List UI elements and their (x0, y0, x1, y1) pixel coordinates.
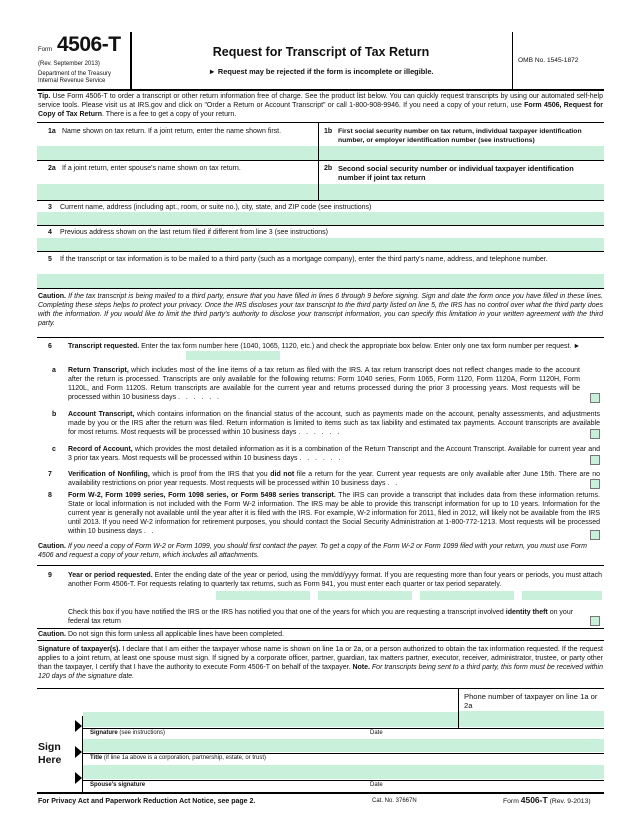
caution-third-party: Caution. If the tax transcript is being mailed to a third party, ensure that you have filled in lines 6 through 9 before signing. Sign and date the form once you have filled in these lines. Completing these steps helps to protect your privacy. Once the IRS discloses your tax transcript to the third party listed on line 5, the IRS has no control over what the third party does with the information. If you would like to limit the third party's authority to disclose your transcript information, you can specify this limitation in your written agreement with the third party. (38, 293, 603, 327)
title-label: Title (if line 1a above is a corporation, partnership, estate, or trust) (90, 755, 266, 761)
spouse-ssn-field[interactable] (319, 184, 604, 200)
caution-w2: Caution. If you need a copy of Form W-2 or Form 1099, you should first contact the payer. To get a copy of the Form W-2 or Form 1099 filed with your return, you must use Form 4506 and request a copy of your return, which includes all attachments. (38, 543, 587, 559)
signature-label: Signature (see instructions) (90, 730, 166, 736)
line-7-text: Verification of Nonfiling, which is proof from the IRS that you did not file a return for the year. Current year requests are only available after June 15th. There are no availability restrictions on prior year requests. Most requests will be processed within 10 business days . . (68, 471, 600, 487)
caution-sign: Caution. Do not sign this form unless all applicable lines have been completed. (38, 631, 284, 638)
line-9-text: Year or period requested. Enter the ending date of the year or period, using the mm/dd/yyyy format. If you are requesting more than four years or periods, you must attach another Form 4506-T. For requests relating to quarterly tax returns, such as Form 941, you must enter each quarter or tax period separately. (68, 572, 602, 588)
record-of-account-checkbox[interactable] (590, 455, 600, 465)
current-address-field[interactable] (37, 212, 604, 225)
title-arrow-icon (75, 746, 82, 758)
line-6-text: Transcript requested. Enter the tax form number here (1040, 1065, 1120, etc.) and check the appropriate box below. Enter only one tax form number per request. ► (68, 343, 581, 350)
line-2b-label: Second social security number or individual taxpayer identification number if joint tax return (338, 164, 574, 182)
w2-transcript-checkbox[interactable] (590, 530, 600, 540)
signature-declaration: Signature of taxpayer(s). I declare that I am either the taxpayer whose name is shown on line 1a or 2a, or a person authorized to obtain the tax information requested. If the request applies to a joint return, at least one spouse must sign. If signed by a corporate officer, partner, guardian, tax matters partner, executor, receiver, administrator, trustee, or party other than the taxpayer, I certify that I have the authority to execute Form 4506-T on behalf of the taxpayer. Note. For transcripts being sent to a third party, this form must be received within 120 days of the signature date. (38, 646, 603, 680)
revision-date: (Rev. September 2013) (38, 61, 100, 67)
signature-field[interactable] (83, 712, 458, 727)
omb-number: OMB No. 1545-1872 (518, 57, 579, 64)
signature-arrow-icon (75, 720, 82, 732)
footer-form-ref: Form 4506-T (Rev. 9-2013) (503, 795, 591, 805)
identity-theft-checkbox[interactable] (590, 616, 600, 626)
account-transcript-checkbox[interactable] (590, 429, 600, 439)
phone-label: Phone number of taxpayer on line 1a or 2a (464, 692, 598, 710)
title-field[interactable] (83, 739, 604, 752)
tax-form-number-field[interactable] (186, 351, 280, 360)
spouse-signature-field[interactable] (83, 765, 604, 779)
line-6a-text: Return Transcript, which includes most of the line items of a tax return as filed with the IRS. A tax return transcript does not reflect changes made to the account after the return is processed. Transcripts are only available for the following returns: Form 1040 series, Form 1065, Form 1120, Form 1120A, Form 1120H, Form 1120L, and Form 1120S. Return transcripts are available for the current year and returns processed during the prior 3 processing years. Most requests will be processed within 10 business days . . . . . . (68, 367, 580, 401)
catalog-number: Cat. No. 37667N (372, 798, 417, 804)
line-8-text: Form W-2, Form 1099 series, Form 1098 series, or Form 5498 series transcript. The IRS can provide a transcript that includes data from these information returns. State or local information is not included with the Form W-2 information. The IRS may be able to provide this transcript information for up to 10 years. Information for the current year is generally not available until the year after it is filed with the IRS. For example, W-2 information for 2011, filed in 2012, will likely not be available from the IRS until 2013. If you need W-2 information for retirement purposes, you should contact the Social Security Administration at 1-800-772-1213. Most requests will be processed within 10 business days . . (68, 492, 600, 535)
line-3-label: Current name, address (including apt., room, or suite no.), city, state, and ZIP code (see instructions) (60, 204, 372, 211)
phone-field[interactable] (459, 711, 604, 727)
line-6b-text: Account Transcript, which contains information on the financial status of the account, such as payments made on the account, penalty assessments, and adjustments made by you or the IRS after the return was filed. Return information is limited to items such as tax liability and estimated tax payments. Account transcripts are available for most returns. Most requests will be processed within 10 business days . . . . . . (68, 411, 601, 436)
period-field-3[interactable] (420, 591, 514, 600)
line-6c-text: Record of Account, which provides the most detailed information as it is a combination of the Return Transcript and the Account Transcript. Available for current year and 3 prior tax years. Most requests will be processed within 10 business days . . . . . . (68, 446, 600, 462)
ssn-field[interactable] (319, 146, 604, 160)
nonfiling-checkbox[interactable] (590, 479, 600, 489)
form-number: 4506-T (57, 33, 121, 56)
spouse-arrow-icon (75, 772, 82, 784)
date-label-2: Date (370, 782, 383, 788)
line-5-label: If the transcript or tax information is to be mailed to a third party (such as a mortgage company), enter the third party's name, address, and telephone number. (60, 256, 548, 263)
identity-theft-text: Check this box if you have notified the IRS or the IRS has notified you that one of the years for which you are requesting a transcript involved identity theft on your federal tax return (68, 609, 574, 625)
return-transcript-checkbox[interactable] (590, 393, 600, 403)
tip-paragraph: Tip. Use Form 4506-T to order a transcript or other return information free of charge. See the product list below. You can quickly request transcripts by using our automated self-help service tools. Please visit us at IRS.gov and click on "Order a Return or Account Transcript" or call 1-800-908-9946. If you need a copy of your return, use Form 4506, Request for Copy of Tax Return. There is a fee to get a copy of your return. (38, 93, 603, 118)
form-subtitle: ► Request may be rejected if the form is incomplete or illegible. (208, 67, 434, 76)
previous-address-field[interactable] (37, 238, 604, 251)
spouse-signature-label: Spouse's signature (90, 782, 146, 788)
sign-here-label: Sign Here (38, 741, 62, 766)
period-field-2[interactable] (318, 591, 412, 600)
line-2a-label: If a joint return, enter spouse's name shown on tax return. (62, 165, 241, 172)
line-1b-label: First social security number on tax return, individual taxpayer identification number, or employer identification number (see instructions) (338, 128, 582, 144)
department: Department of the Treasury (38, 71, 112, 77)
name-field[interactable] (37, 146, 318, 160)
period-field-4[interactable] (522, 591, 602, 600)
date-label-1: Date (370, 730, 383, 736)
form-title: Request for Transcript of Tax Return (212, 45, 430, 59)
line-4-label: Previous address shown on the last return filed if different from line 3 (see instructions) (60, 229, 328, 236)
line-1a-label: Name shown on tax return. If a joint return, enter the name shown first. (62, 128, 282, 135)
agency: Internal Revenue Service (38, 78, 106, 84)
period-field-1[interactable] (216, 591, 310, 600)
form-label: Form (38, 47, 52, 53)
privacy-notice: For Privacy Act and Paperwork Reduction Act Notice, see page 2. (38, 798, 256, 805)
spouse-name-field[interactable] (37, 184, 318, 200)
third-party-field[interactable] (37, 274, 604, 288)
